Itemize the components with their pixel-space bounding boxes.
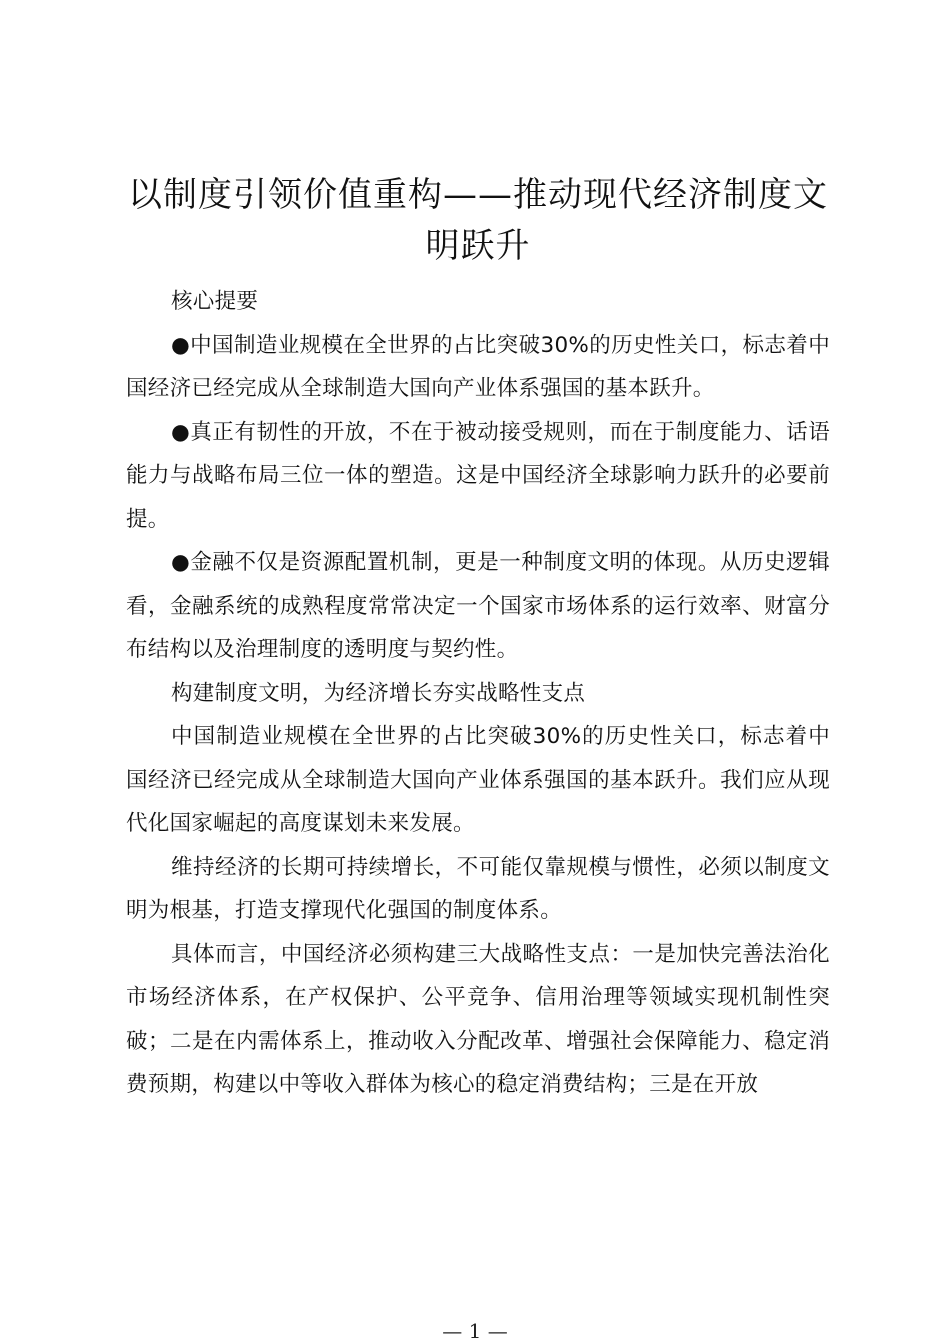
page-number: — 1 —	[442, 1319, 508, 1343]
summary-bullet-3: ●金融不仅是资源配置机制，更是一种制度文明的体现。从历史逻辑看，金融系统的成熟程度常常决定一个国家市场体系的运行效率、财富分布结构以及治理制度的透明度与契约性。	[126, 550, 830, 662]
document-title: 以制度引领价值重构——推动现代经济制度文明跃升	[128, 175, 828, 266]
section-heading: 构建制度文明，为经济增长夯实战略性支点	[171, 680, 586, 706]
body-paragraph: 具体而言，中国经济必须构建三大战略性支点：一是加快完善法治化市场经济体系，在产权保护、公平竞争、信用治理等领域实现机制性突破；二是在内需体系上，推动收入分配改革、增强社会保障能力、稳定消费预期，构建以中等收入群体为核心的稳定消费结构；三是在开放	[126, 941, 830, 1097]
section-heading-core-summary: 核心提要	[171, 289, 259, 314]
body-paragraph: 中国制造业规模在全世界的占比突破30%的历史性关口，标志着中国经济已经完成从全球制造大国向产业体系强国的基本跃升。我们应从现代化国家崛起的高度谋划未来发展。	[126, 724, 830, 836]
document-body	[126, 280, 830, 1107]
body-paragraph: 维持经济的长期可持续增长，不可能仅靠规模与惯性，必须以制度文明为根基，打造支撑现代化强国的制度体系。	[126, 854, 830, 923]
summary-bullet-1: ●中国制造业规模在全世界的占比突破30%的历史性关口，标志着中国经济已经完成从全球制造大国向产业体系强国的基本跃升。	[126, 332, 830, 401]
summary-bullet-2: ●真正有韧性的开放，不在于被动接受规则，而在于制度能力、话语能力与战略布局三位一体的塑造。这是中国经济全球影响力跃升的必要前提。	[126, 419, 830, 532]
